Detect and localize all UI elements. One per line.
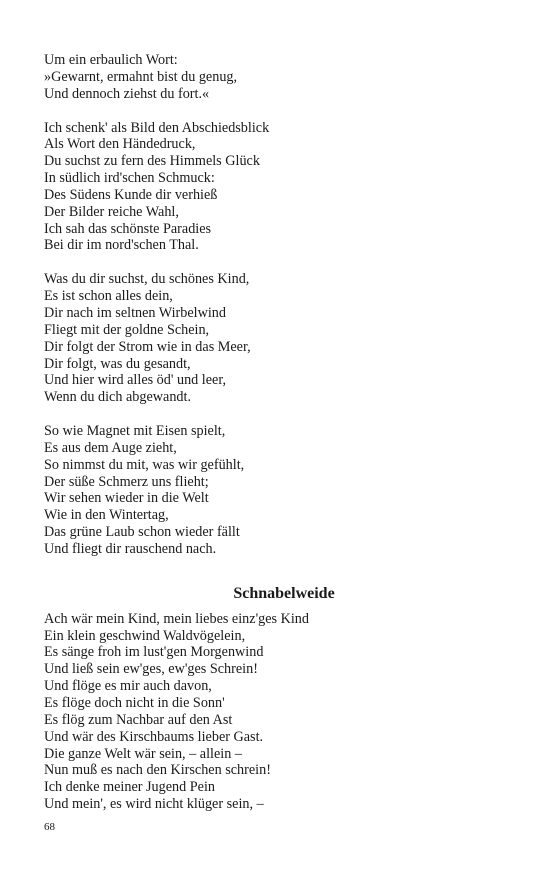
- verse-line: Und wär des Kirschbaums lieber Gast.: [44, 728, 264, 745]
- poem-stanza-1: [44, 52, 514, 103]
- verse-line: Es sänge froh im lust'gen Morgenwind: [44, 644, 264, 661]
- verse-line: Was du dir suchst, du schönes Kind,: [44, 271, 250, 288]
- verse-line: Des Südens Kunde dir verhieß: [44, 186, 218, 203]
- verse-line: Und ließ sein ew'ges, ew'ges Schrein!: [44, 661, 258, 678]
- verse-line: Und dennoch ziehst du fort.«: [44, 85, 210, 102]
- verse-line: Und mein', es wird nicht klüger sein, –: [44, 796, 264, 813]
- verse-line: Ich denke meiner Jugend Pein: [44, 779, 215, 796]
- verse-line: Als Wort den Händedruck,: [44, 136, 196, 153]
- poem-stanza-next: [44, 611, 514, 813]
- verse-line: »Gewarnt, ermahnt bist du genug,: [44, 68, 238, 85]
- verse-line: Fliegt mit der goldne Schein,: [44, 321, 210, 338]
- book-page: [44, 52, 514, 830]
- verse-line: Ach wär mein Kind, mein liebes einz'ges Kind: [44, 610, 309, 627]
- page-number: 68: [44, 821, 55, 833]
- verse-line: Es flög zum Nachbar auf den Ast: [44, 711, 233, 728]
- verse-line: Es aus dem Auge zieht,: [44, 439, 177, 456]
- verse-line: Die ganze Welt wär sein, – allein –: [44, 745, 242, 762]
- poem-stanza-4: [44, 423, 514, 558]
- verse-line: Wir sehen wieder in die Welt: [44, 490, 209, 507]
- verse-line: Dir nach im seltnen Wirbelwind: [44, 304, 226, 321]
- poem-stanza-3: [44, 271, 514, 406]
- verse-line: Ein klein geschwind Waldvögelein,: [44, 627, 246, 644]
- verse-line: Du suchst zu fern des Himmels Glück: [44, 153, 260, 170]
- verse-line: Ich schenk' als Bild den Abschiedsblick: [44, 119, 270, 136]
- verse-line: Wie in den Wintertag,: [44, 507, 169, 524]
- verse-line: So wie Magnet mit Eisen spielt,: [44, 423, 226, 440]
- poem-stanza-2: [44, 120, 514, 255]
- poem-title: Schnabelweide: [233, 584, 335, 602]
- verse-line: Und flöge es mir auch davon,: [44, 678, 212, 695]
- verse-line: Es ist schon alles dein,: [44, 288, 173, 305]
- verse-line: In südlich ird'schen Schmuck:: [44, 170, 215, 187]
- verse-line: Dir folgt, was du gesandt,: [44, 355, 191, 372]
- verse-line: Der Bilder reiche Wahl,: [44, 203, 179, 220]
- verse-line: Der süße Schmerz uns flieht;: [44, 473, 209, 490]
- verse-line: So nimmst du mit, was wir gefühlt,: [44, 456, 245, 473]
- verse-line: Bei dir im nord'schen Thal.: [44, 237, 199, 254]
- verse-line: Um ein erbaulich Wort:: [44, 52, 178, 68]
- verse-line: Es flöge doch nicht in die Sonn': [44, 695, 225, 711]
- verse-line: Ich sah das schönste Paradies: [44, 220, 212, 237]
- verse-line: Und fliegt dir rauschend nach.: [44, 540, 217, 557]
- verse-line: Dir folgt der Strom wie in das Meer,: [44, 338, 251, 355]
- verse-line: Das grüne Laub schon wieder fällt: [44, 524, 240, 541]
- verse-line: Und hier wird alles öd' und leer,: [44, 372, 227, 389]
- verse-line: Wenn du dich abgewandt.: [44, 389, 191, 406]
- verse-line: Nun muß es nach den Kirschen schrein!: [44, 762, 271, 779]
